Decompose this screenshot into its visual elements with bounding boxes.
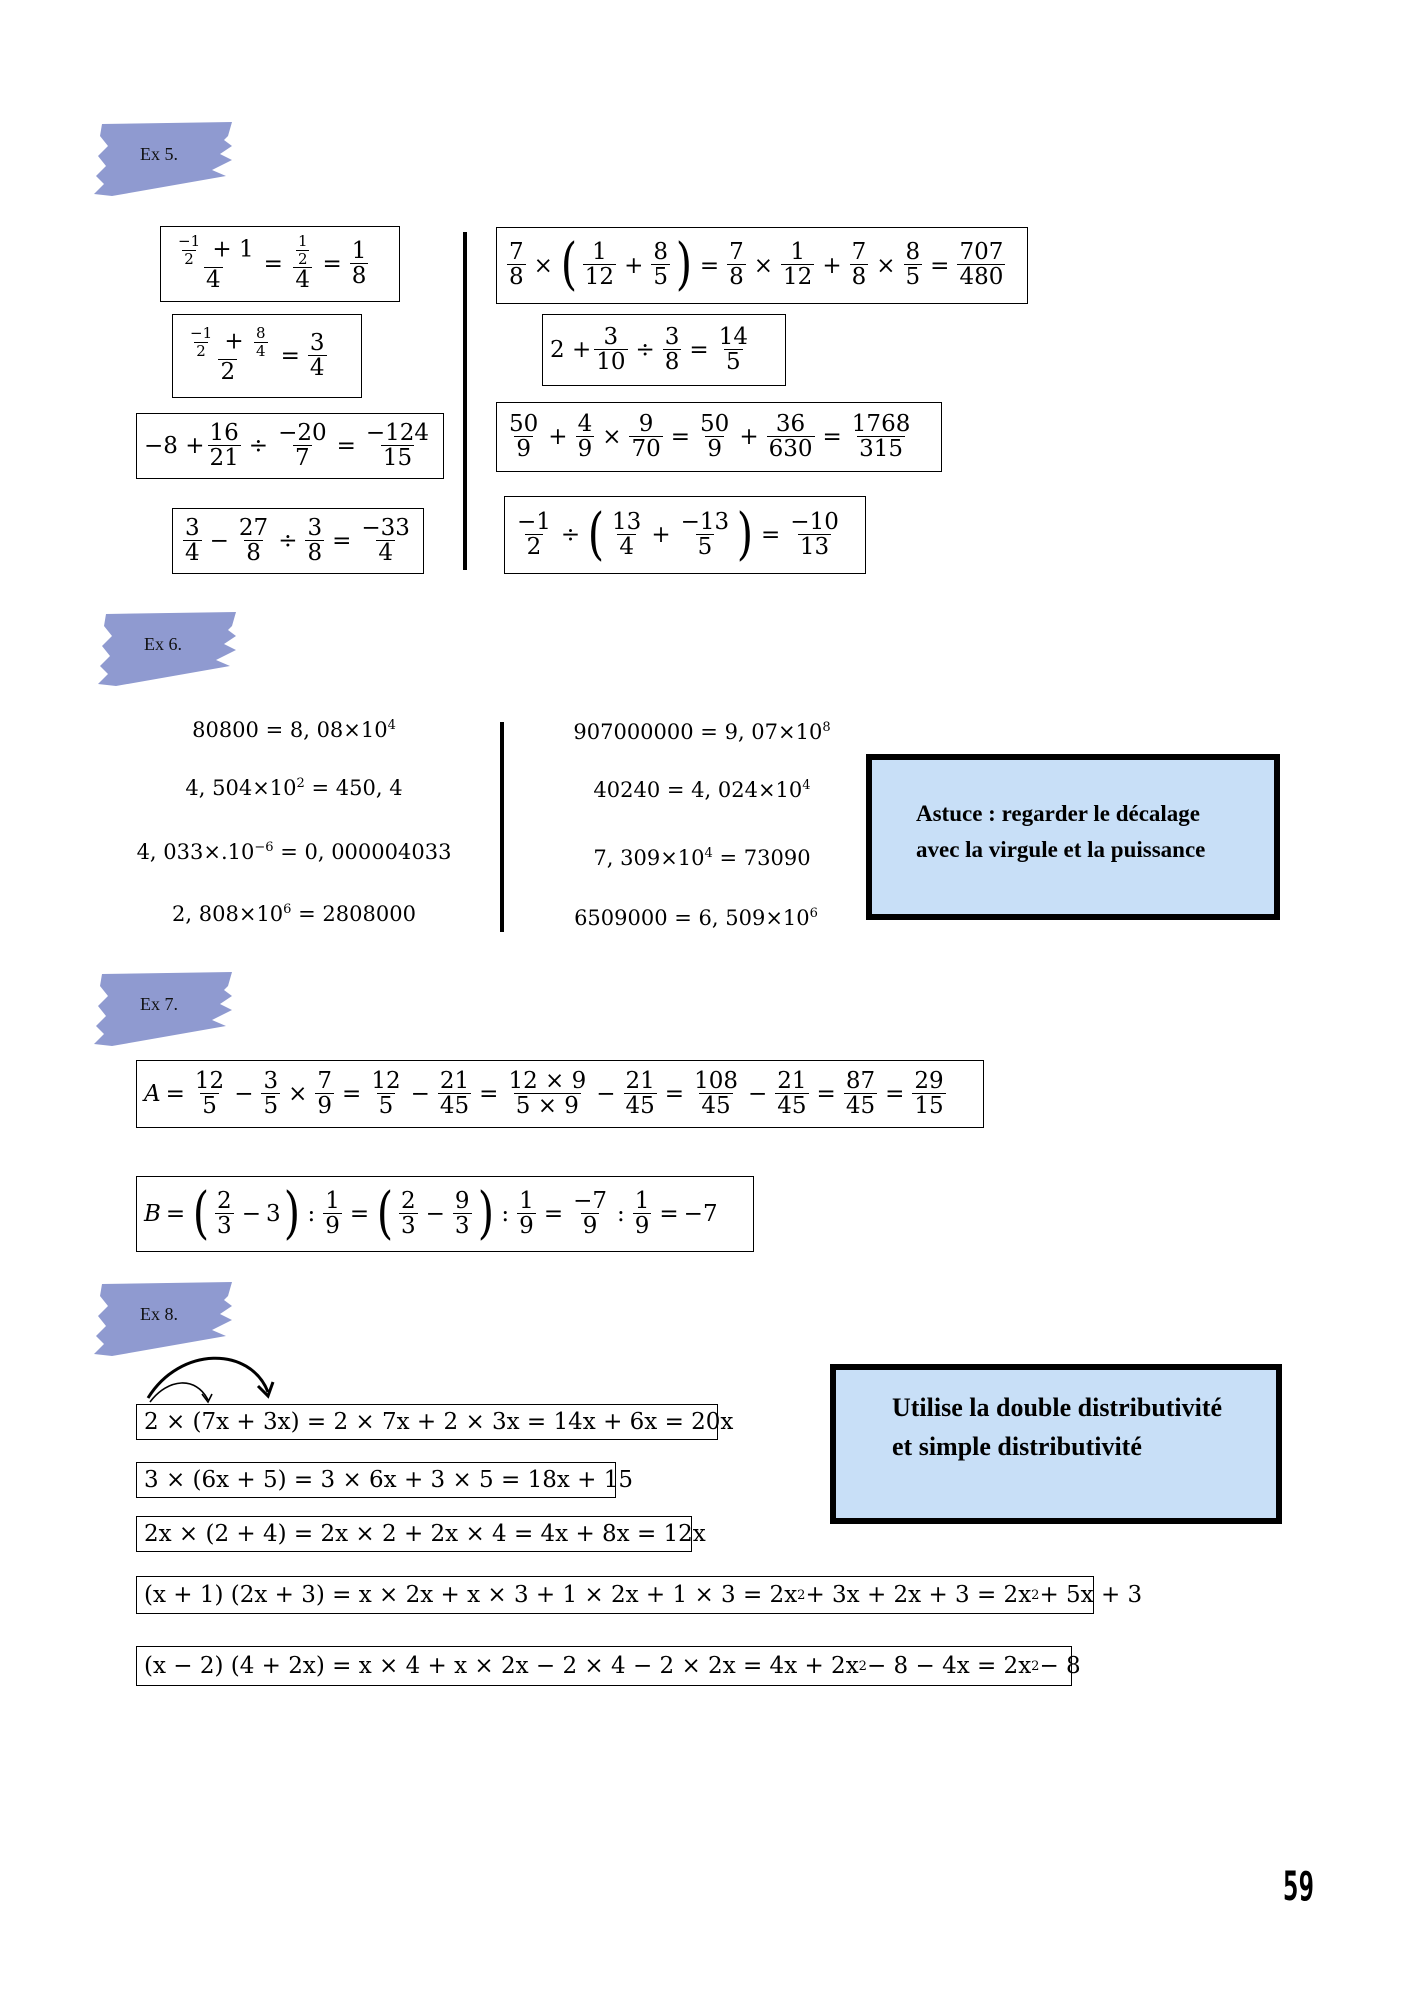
- ex5-eq-4: $\frac{3}{4}$ − $\frac{27}{8}$ ÷ $\frac{3}{8}$ = $\frac{-33}{4}$: [172, 508, 424, 574]
- ex8-tip-box: [830, 1364, 1282, 1524]
- ex5-eq-2: $\frac{-1}{2}$ + $\frac{8}{4}$ 2 = $\frac{3}{4}$: [172, 314, 362, 398]
- ex5-separator: [463, 232, 467, 570]
- ex5-eq-5: $\frac{7}{8}$ × ( $\frac{1}{12}$ + $\frac{8}{5}$ ) = $\frac{7}{8}$ × $\frac{1}{12}$ + $\frac{7}{8}$ × $\frac{8}{5}$ = $\frac{707}{480}$: [496, 227, 1028, 304]
- ex5-title: Ex 5.: [140, 144, 178, 164]
- ex6-right-line-3: 7, $309\times 10^4 = 73090$: [593, 846, 811, 870]
- ex6-right-line-4: 6509000 = 6, $509\times 10^6$: [574, 906, 818, 930]
- ex6-tip-text: Astuce : regarder le décalage avec la virgule et la puissance: [916, 801, 1206, 862]
- ex8-tip-text: Utilise la double distributivité et simple distributivité: [892, 1393, 1223, 1461]
- ex7-label: [92, 968, 242, 1048]
- ex5-label: [92, 118, 242, 198]
- ex8-line-3: 2x × (2 + 4) = 2x × 2 + 2x × 4 = 4x + 8x = 12x: [136, 1516, 692, 1552]
- ex6-left-line-2: 4, $504\times 10^2 = 450$, 4: [185, 776, 403, 800]
- ex6-tip-box: [866, 754, 1280, 920]
- ex8-line-4: (x + 1) (2x + 3) = x × 2x + x × 3 + 1 × 2x + 1 × 3 = 2x 2 + 3x + 2x + 3 = 2x 2 + 5x + 3: [136, 1576, 1094, 1614]
- ex7-title: Ex 7.: [140, 994, 178, 1014]
- ex5-eq-6: 2 + $\frac{3}{10}$ ÷ $\frac{3}{8}$ = $\frac{14}{5}$: [542, 314, 786, 386]
- ex8-title: Ex 8.: [140, 1304, 178, 1324]
- ex8-label: [92, 1278, 242, 1358]
- ex7-expression-a: A = $\frac{12}{5}$ − $\frac{3}{5}$ × $\frac{7}{9}$ = $\frac{12}{5}$ − $\frac{21}{45}$ = $\frac{12 \times 9}{5 \times 9}$ − $\frac{21}{45}$ = $\frac{108}{45}$ − $\frac{21}{45}$ = $\frac{87}{45}$ = $\frac{29}{15}$: [136, 1060, 984, 1128]
- ex6-left-line-1: 80800 = 8, $08\times 10^4$: [192, 718, 396, 742]
- ex6-left-line-3: 4, $033\times.10^{-6} = 0$, 000004033: [136, 840, 452, 864]
- page-number: 59: [1282, 1864, 1314, 1910]
- ex5-eq-3: −8 + $\frac{16}{21}$ ÷ $\frac{-20}{7}$ = $\frac{-124}{15}$: [136, 413, 444, 479]
- ex5-eq-8: $\frac{-1}{2}$ ÷ ( $\frac{13}{4}$ + $\frac{-13}{5}$ ) = $\frac{-10}{13}$: [504, 496, 866, 574]
- ex5-eq-1: $\frac{-1}{2}$ + 1 4 = $\frac{\frac{1}{2}}{4}$ = $\frac{1}{8}$: [160, 226, 400, 302]
- ex6-separator: [500, 722, 504, 932]
- ex6-left-line-4: 2, $808\times 10^6 = 2808000$: [172, 902, 416, 926]
- ex6-right-line-2: 40240 = 4, $024\times 10^4$: [593, 778, 811, 802]
- ex7-expression-b: B = ( $\frac{2}{3}$ − 3 ) : $\frac{1}{9}$ = ( $\frac{2}{3}$ − $\frac{9}{3}$ ) : $\frac{1}{9}$ = $\frac{-7}{9}$ : $\frac{1}{9}$ = −7: [136, 1176, 754, 1252]
- ex8-line-5: (x − 2) (4 + 2x) = x × 4 + x × 2x − 2 × 4 − 2 × 2x = 4x + 2x 2 − 8 − 4x = 2x 2 − 8: [136, 1646, 1072, 1686]
- ex8-line-1: 2 × (7x + 3x) = 2 × 7x + 2 × 3x = 14x + 6x = 20x: [136, 1404, 718, 1440]
- distribution-arrows-icon: [140, 1352, 280, 1408]
- ex6-label: [96, 608, 246, 688]
- ex5-eq-7: $\frac{50}{9}$ + $\frac{4}{9}$ × $\frac{9}{70}$ = $\frac{50}{9}$ + $\frac{36}{630}$ = $\frac{1768}{315}$: [496, 402, 942, 472]
- ex8-line-2: 3 × (6x + 5) = 3 × 6x + 3 × 5 = 18x + 15: [136, 1462, 616, 1498]
- ex6-right-line-1: 907000000 = 9, $07\times 10^8$: [573, 720, 831, 744]
- ex6-title: Ex 6.: [144, 634, 182, 654]
